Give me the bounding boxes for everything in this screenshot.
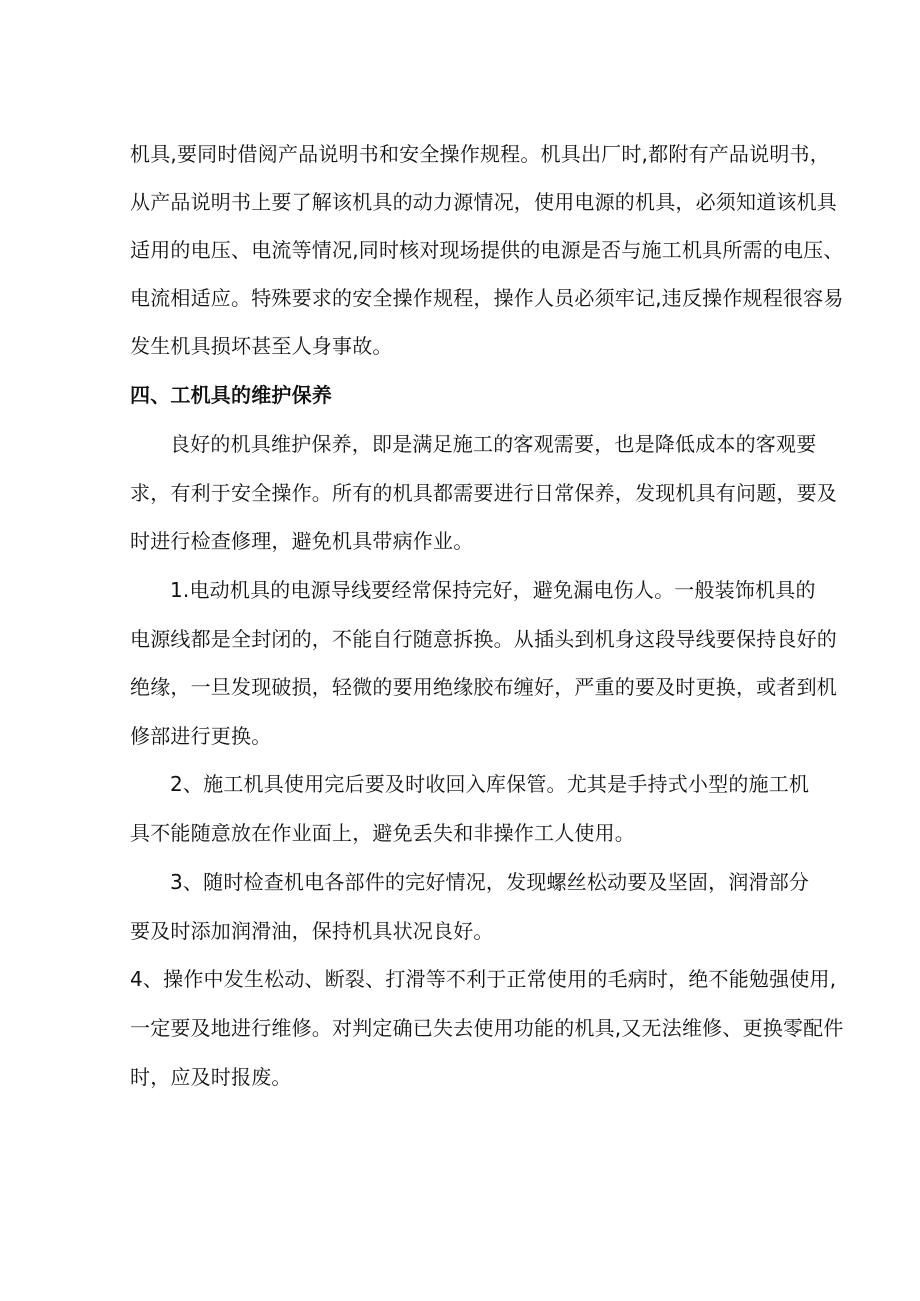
text-line: 适用的电压、电流等情况,同时核对现场提供的电源是否与施工机具所需的电压、 <box>130 238 844 262</box>
text-line: 3、随时检查机电各部件的完好情况，发现螺丝松动要及坚固，润滑部分 <box>170 870 810 894</box>
text-line: 从产品说明书上要了解该机具的动力源情况，使用电源的机具，必须知道该机具 <box>130 190 837 214</box>
section-heading: 四、工机具的维护保养 <box>130 383 332 407</box>
text-line: 电源线都是全封闭的，不能自行随意拆换。从插头到机身这段导线要保持良好的 <box>130 627 837 651</box>
text-line: 2、施工机具使用完后要及时收回入库保管。尤其是手持式小型的施工机 <box>170 772 810 796</box>
text-line: 电流相适应。特殊要求的安全操作规程，操作人员必须牢记,违反操作规程很容易 <box>130 286 844 310</box>
text-line: 求，有利于安全操作。所有的机具都需要进行日常保养，发现机具有问题，要及 <box>130 481 837 505</box>
text-line: 一定要及地进行维修。对判定确已失去使用功能的机具,又无法维修、更换零配件 <box>130 1016 844 1040</box>
text-line: 良好的机具维护保养，即是满足施工的客观需要，也是降低成本的客观要 <box>170 432 817 456</box>
text-line: 时，应及时报废。 <box>130 1065 292 1089</box>
text-line: 绝缘，一旦发现破损，轻微的要用绝缘胶布缠好，严重的要及时更换，或者到机 <box>130 675 837 699</box>
text-line: 具不能随意放在作业面上，避免丢失和非操作工人使用。 <box>130 821 635 845</box>
text-line: 修部进行更换。 <box>130 724 272 748</box>
text-line: 1.电动机具的电源导线要经常保持完好，避免漏电伤人。一般装饰机具的 <box>170 578 816 602</box>
text-line: 时进行检查修理，避免机具带病作业。 <box>130 529 474 553</box>
text-line: 4、操作中发生松动、断裂、打滑等不利于正常使用的毛病时，绝不能勉强使用, <box>130 967 837 991</box>
text-line: 机具,要同时借阅产品说明书和安全操作规程。机具出厂时,都附有产品说明书， <box>130 142 830 166</box>
text-line: 发生机具损坏甚至人身事故。 <box>130 334 393 358</box>
text-line: 要及时添加润滑油，保持机具状况良好。 <box>130 919 494 943</box>
